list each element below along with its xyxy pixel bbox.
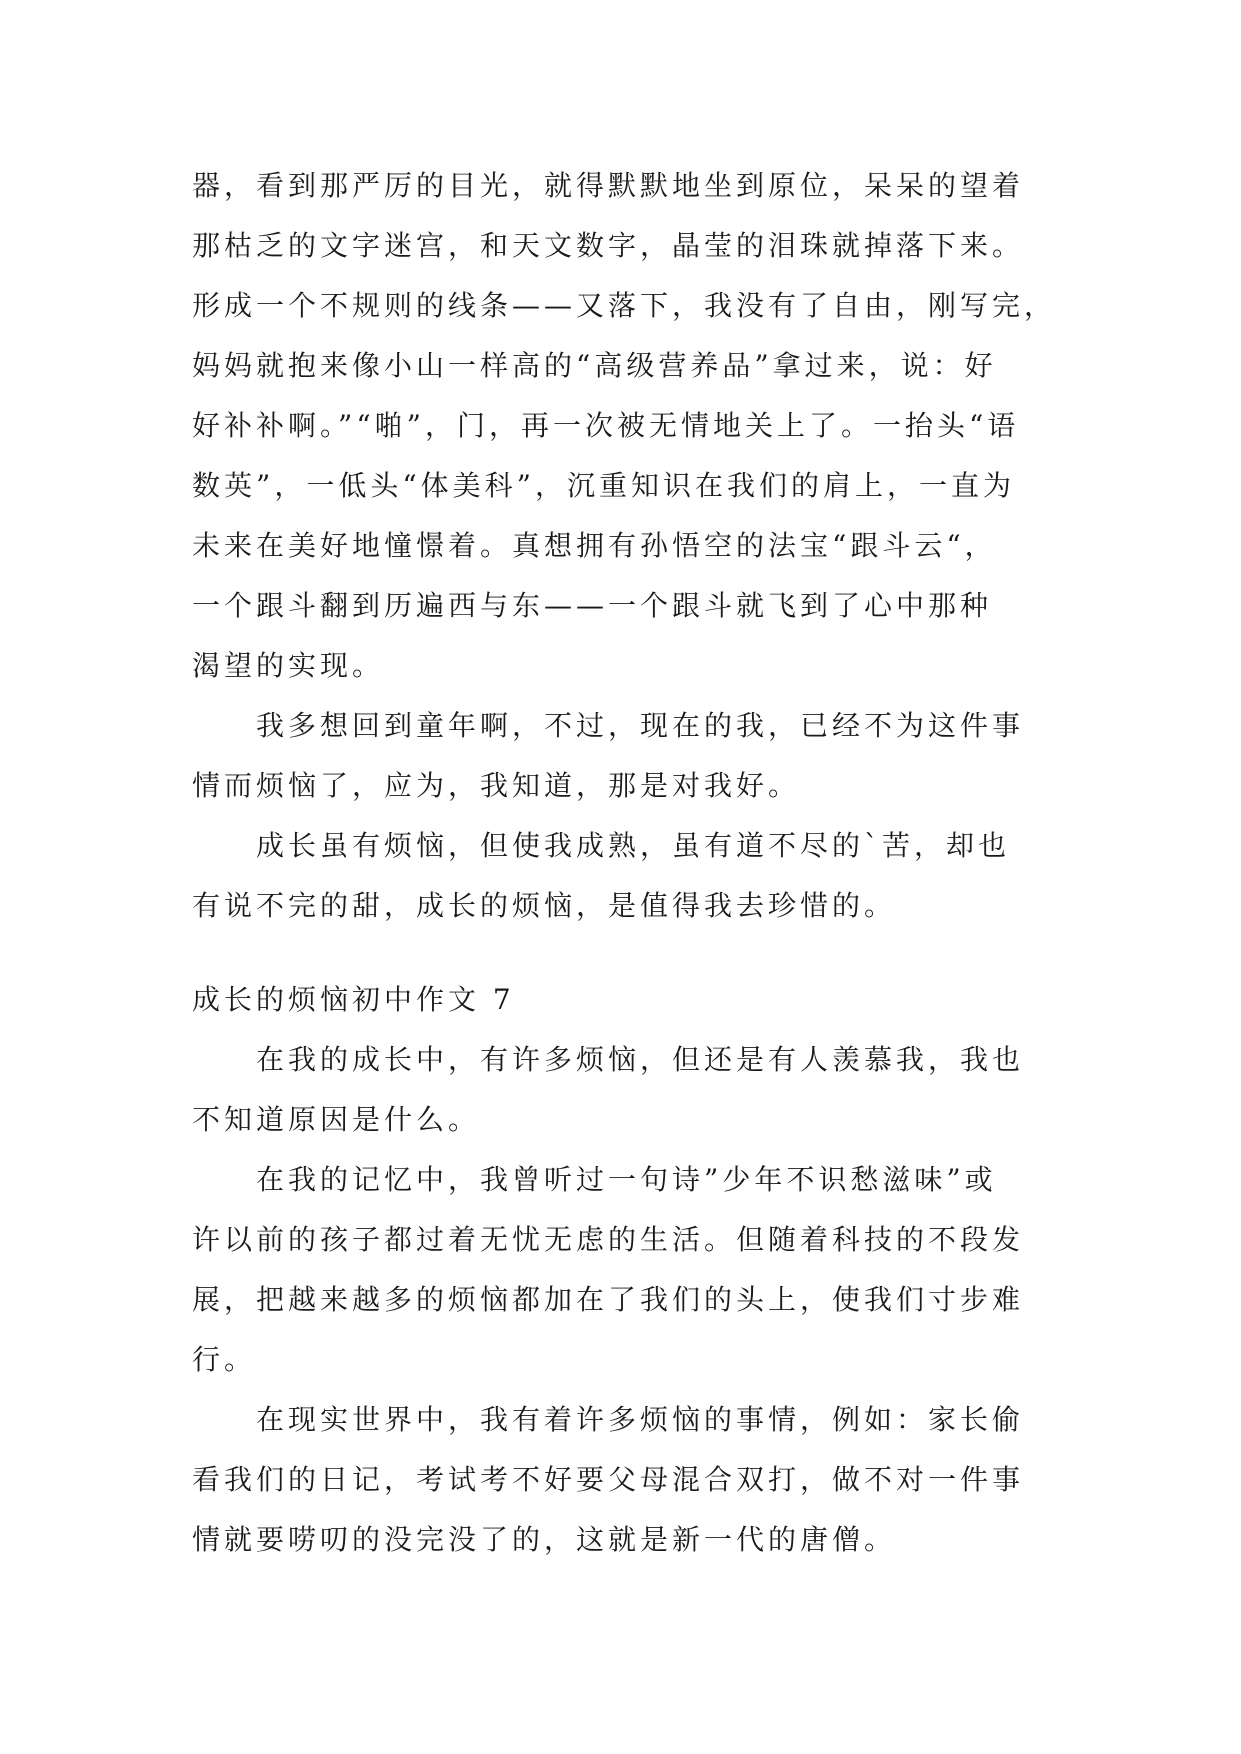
paragraph-line: 器，看到那严厉的目光，就得默默地坐到原位，呆呆的望着 xyxy=(192,169,1025,202)
paragraph-line: 我多想回到童年啊，不过，现在的我，已经不为这件事 xyxy=(256,709,1025,742)
paragraph-line: 有说不完的甜，成长的烦恼，是值得我去珍惜的。 xyxy=(192,889,897,922)
paragraph-line: 展，把越来越多的烦恼都加在了我们的头上，使我们寸步难 xyxy=(192,1283,1025,1316)
paragraph-line: 不知道原因是什么。 xyxy=(192,1103,481,1136)
paragraph-line: 情而烦恼了，应为，我知道，那是对我好。 xyxy=(192,769,801,802)
paragraph-line: 情就要唠叨的没完没了的，这就是新一代的唐僧。 xyxy=(192,1523,897,1556)
paragraph-line: 数英”，一低头“体美科”，沉重知识在我们的肩上，一直为 xyxy=(192,469,1015,502)
paragraph-line: 在我的记忆中，我曾听过一句诗”少年不识愁滋味”或 xyxy=(256,1163,997,1196)
paragraph-line: 看我们的日记，考试考不好要父母混合双打，做不对一件事 xyxy=(192,1463,1025,1496)
paragraph-line: 一个跟斗翻到历遍西与东——一个跟斗就飞到了心中那种 xyxy=(192,589,993,622)
paragraph-line: 许以前的孩子都过着无忧无虑的生活。但随着科技的不段发 xyxy=(192,1223,1025,1256)
section-title: 成长的烦恼初中作文 7 xyxy=(192,983,515,1016)
paragraph-line: 在现实世界中，我有着许多烦恼的事情，例如：家长偷 xyxy=(256,1403,1025,1436)
paragraph-line: 成长虽有烦恼，但使我成熟，虽有道不尽的`苦，却也 xyxy=(256,829,1011,862)
paragraph-line: 在我的成长中，有许多烦恼，但还是有人羡慕我，我也 xyxy=(256,1043,1025,1076)
paragraph-line: 好补补啊。”“啪”，门，再一次被无情地关上了。一抬头“语 xyxy=(192,409,1020,442)
paragraph-line: 未来在美好地憧憬着。真想拥有孙悟空的法宝“跟斗云“， xyxy=(192,529,997,562)
paragraph-line: 行。 xyxy=(192,1343,257,1376)
paragraph-line: 妈妈就抱来像小山一样高的“高级营养品”拿过来，说：好 xyxy=(192,349,997,382)
paragraph-line: 形成一个不规则的线条——又落下，我没有了自由，刚写完， xyxy=(192,289,1057,322)
paragraph-line: 那枯乏的文字迷宫，和天文数字，晶莹的泪珠就掉落下来。 xyxy=(192,229,1025,262)
paragraph-line: 渴望的实现。 xyxy=(192,649,385,682)
